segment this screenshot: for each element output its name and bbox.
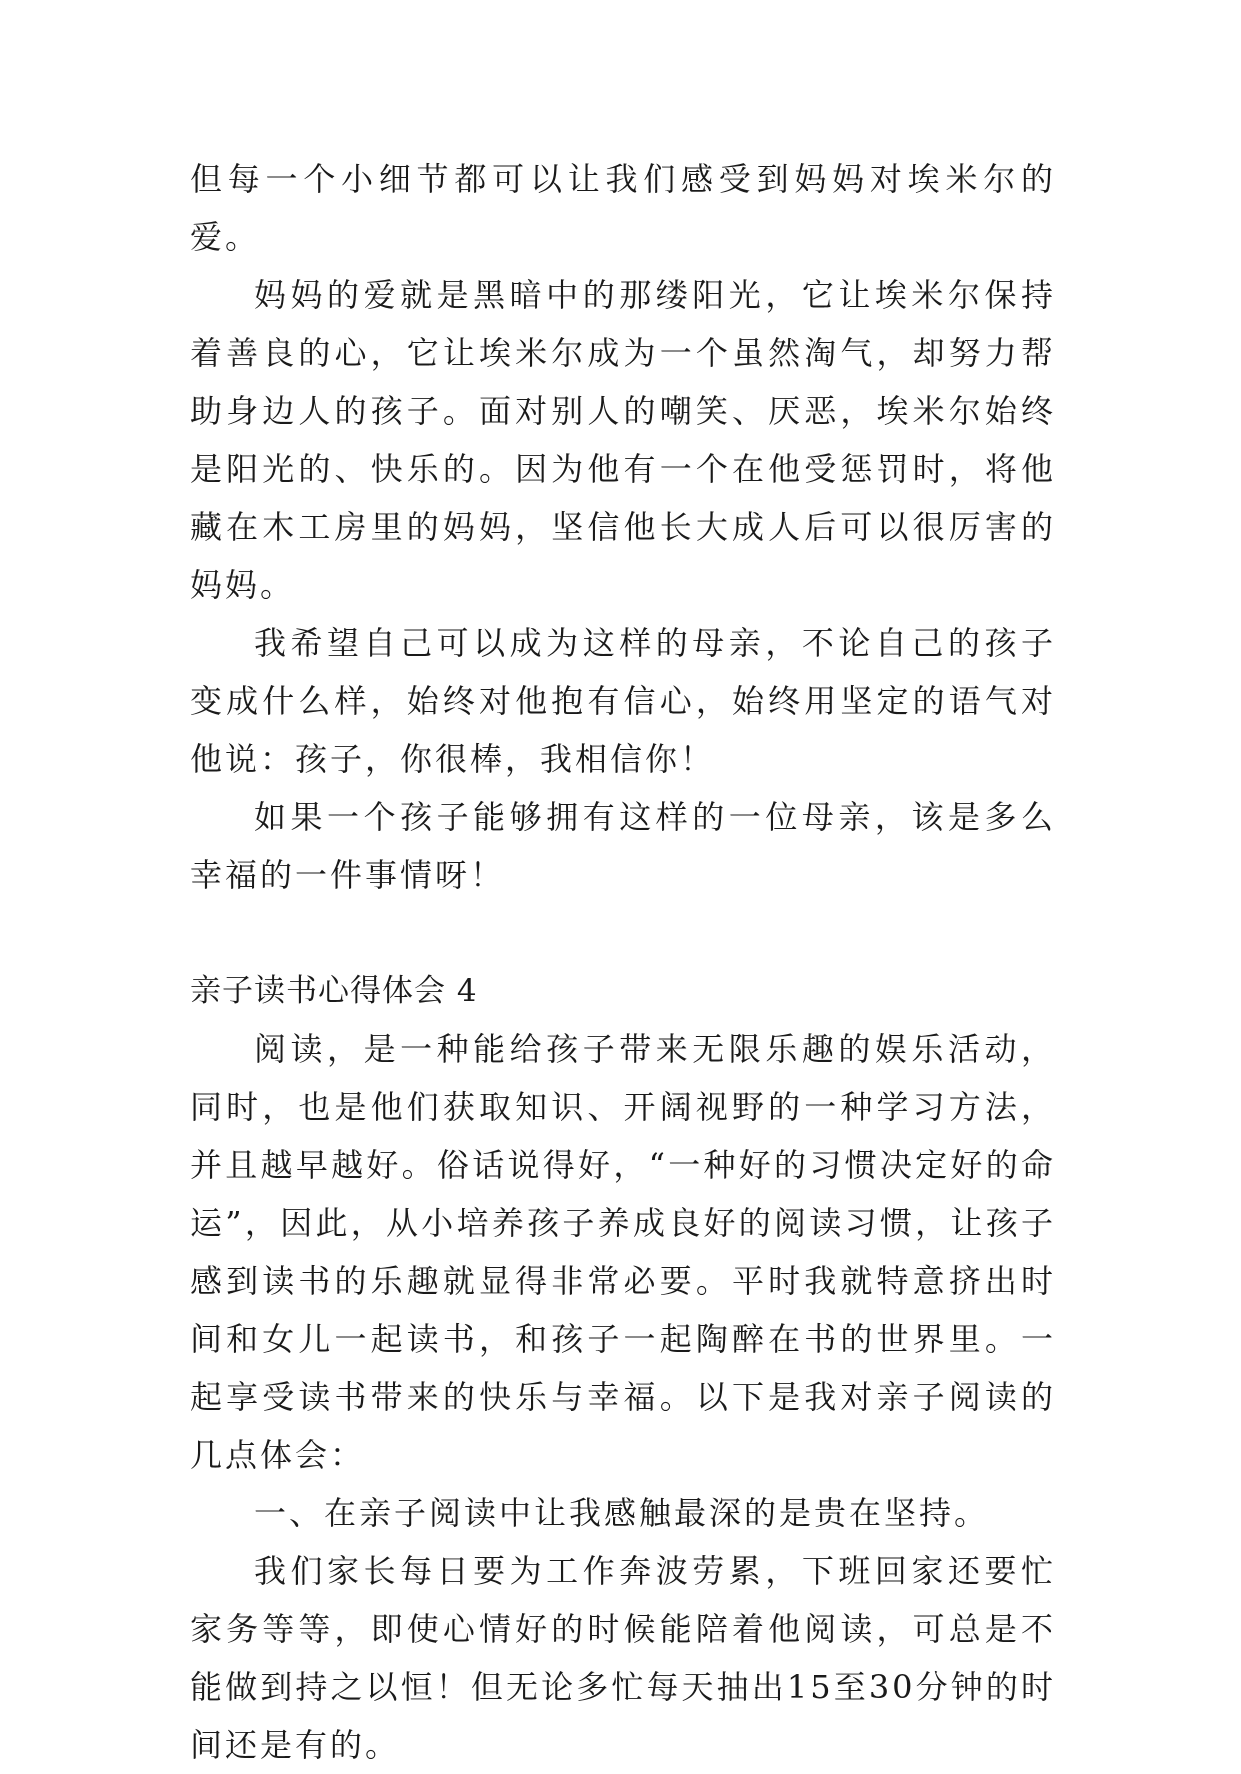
paragraph: 如果一个孩子能够拥有这样的一位母亲，该是多么幸福的一件事情呀！ bbox=[190, 798, 1056, 894]
paragraph: 一、在亲子阅读中让我感触最深的是贵在坚持。 bbox=[254, 1494, 990, 1532]
paragraph: 但每一个小细节都可以让我们感受到妈妈对埃米尔的爱。 bbox=[190, 160, 1056, 256]
paragraph: 我们家长每日要为工作奔波劳累，下班回家还要忙家务等等，即使心情好的时候能陪着他阅读，可总是不能做到持之以恒！但无论多忙每天抽出15至30分钟的时间还是有的。 bbox=[190, 1552, 1056, 1764]
document-body bbox=[190, 150, 1056, 1774]
section-title: 亲子读书心得体会 4 bbox=[190, 973, 478, 1009]
paragraph: 妈妈的爱就是黑暗中的那缕阳光，它让埃米尔保持着善良的心，它让埃米尔成为一个虽然淘气，却努力帮助身边人的孩子。面对别人的嘲笑、厌恶，埃米尔始终是阳光的、快乐的。因为他有一个在他受惩罚时，将他藏在木工房里的妈妈，坚信他长大成人后可以很厉害的妈妈。 bbox=[190, 276, 1056, 604]
paragraph: 阅读，是一种能给孩子带来无限乐趣的娱乐活动，同时，也是他们获取知识、开阔视野的一种学习方法，并且越早越好。俗话说得好，“一种好的习惯决定好的命运”，因此，从小培养孩子养成良好的阅读习惯，让孩子感到读书的乐趣就显得非常必要。平时我就特意挤出时间和女儿一起读书，和孩子一起陶醉在书的世界里。一起享受读书带来的快乐与幸福。以下是我对亲子阅读的几点体会： bbox=[190, 1030, 1056, 1474]
paragraph: 我希望自己可以成为这样的母亲，不论自己的孩子变成什么样，始终对他抱有信心，始终用坚定的语气对他说：孩子，你很棒，我相信你！ bbox=[190, 624, 1056, 778]
